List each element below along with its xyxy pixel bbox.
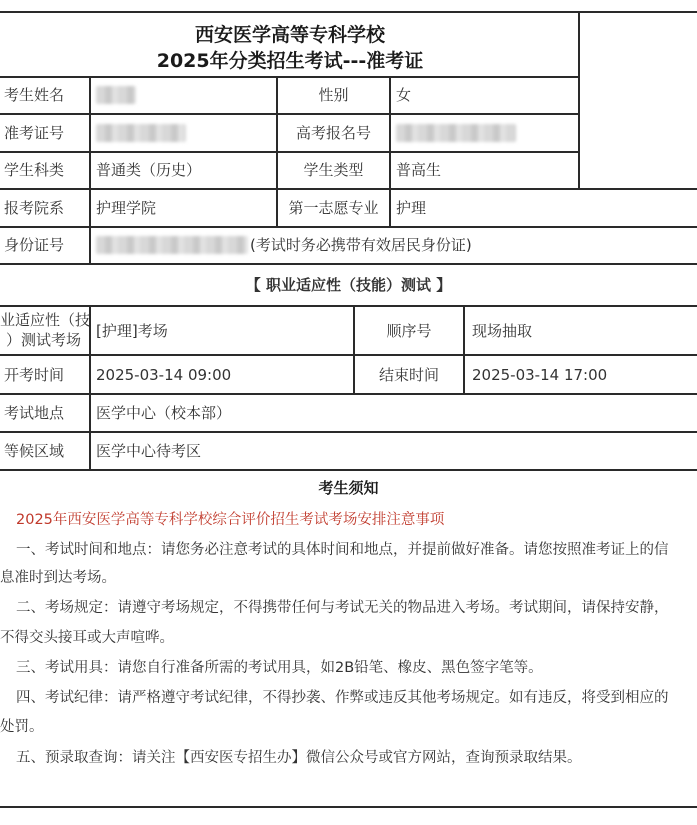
- notice-item-2-line2: 不得交头接耳或大声喧哗。: [0, 630, 174, 646]
- ticket-value-redacted: [96, 124, 186, 142]
- major-value: 护理: [396, 199, 427, 217]
- notice-subtitle: 2025年西安医学高等专科学校综合评价招生考试考场安排注意事项: [16, 512, 445, 528]
- subject-value: 普通类（历史）: [96, 161, 202, 179]
- order-value: 现场抽取: [472, 322, 533, 340]
- ticket-label: 准考证号: [4, 124, 65, 142]
- notice-item-4-line1: 四、考试纪律：请严格遵守考试纪律，不得抄袭、作弊或违反其他考场规定。如有违反，将受到相应的: [16, 690, 669, 706]
- location-label: 考试地点: [4, 404, 65, 422]
- gaokao-label: 高考报名号: [295, 124, 371, 142]
- gender-value: 女: [396, 86, 412, 104]
- start-value: 2025-03-14 09:00: [96, 366, 232, 384]
- type-label: 学生类型: [303, 161, 364, 179]
- notice-item-2-line1: 二、考场规定：请遵守考场规定，不得携带任何与考试无关的物品进入考场。考试期间，请保持安静，: [16, 600, 669, 616]
- id-label: 身份证号: [4, 236, 65, 254]
- id-value-redacted: [96, 236, 248, 254]
- notice-title: 考生须知: [318, 479, 379, 497]
- start-label: 开考时间: [4, 366, 65, 384]
- end-value: 2025-03-14 17:00: [472, 366, 608, 384]
- subject-label: 学生科类: [4, 161, 65, 179]
- gaokao-value-redacted: [396, 124, 516, 142]
- school-name: 西安医学高等专科学校: [194, 24, 385, 46]
- id-note: (考试时务必携带有效居民身份证): [250, 236, 472, 254]
- college-value: 护理学院: [96, 199, 157, 217]
- exam-title: 2025年分类招生考试---准考证: [156, 50, 424, 72]
- gender-label: 性别: [318, 86, 349, 104]
- test-room-label-line2: ）测试考场: [6, 331, 82, 349]
- test-room-label: [0, 310, 90, 350]
- order-label: 顺序号: [386, 322, 432, 340]
- notice-item-1-line2: 息准时到达考场。: [0, 570, 116, 586]
- notice-item: [0, 540, 697, 560]
- test-room-label-line1: 业适应性（技: [0, 311, 91, 329]
- type-value: 普高生: [396, 161, 442, 179]
- end-label: 结束时间: [378, 366, 439, 384]
- location-value: 医学中心（校本部）: [96, 404, 232, 422]
- name-label: 考生姓名: [4, 86, 65, 104]
- notice-item-1-line1: 一、考试时间和地点：请您务必注意考试的具体时间和地点，并提前做好准备。请您按照准考证上的信: [16, 542, 669, 558]
- major-label: 第一志愿专业: [288, 199, 379, 217]
- test-section-title: 【 职业适应性（技能）测试 】: [245, 276, 452, 294]
- waiting-value: 医学中心待考区: [96, 442, 202, 460]
- notice-item-3-line1: 三、考试用具：请您自行准备所需的考试用具，如2B铅笔、橡皮、黑色签字笔等。: [16, 660, 543, 676]
- notice-item-4-line2: 处罚。: [0, 719, 44, 735]
- college-label: 报考院系: [4, 199, 65, 217]
- test-room-value: [护理]考场: [96, 322, 168, 340]
- waiting-label: 等候区域: [4, 442, 65, 460]
- name-value-redacted: [96, 86, 136, 104]
- notice-item-5-line1: 五、预录取查询：请关注【西安医专招生办】微信公众号或官方网站，查询预录取结果。: [16, 750, 582, 766]
